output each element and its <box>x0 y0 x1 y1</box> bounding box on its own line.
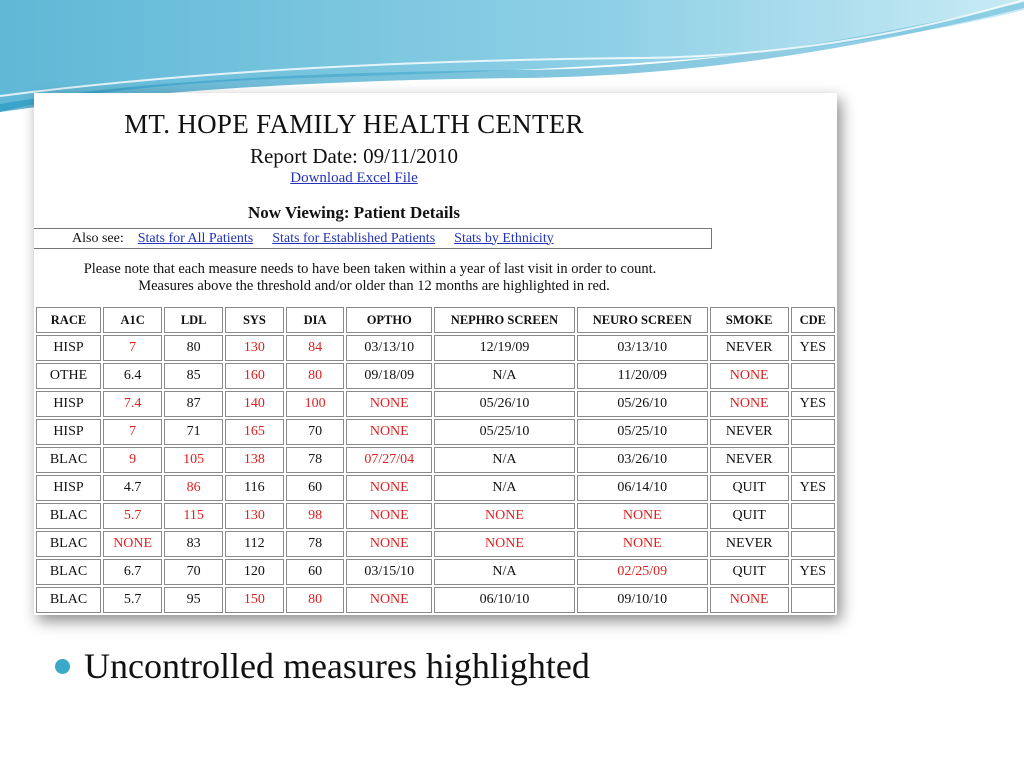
table-cell-nephro-screen: 05/25/10 <box>434 419 575 445</box>
table-cell-smoke: NONE <box>710 391 789 417</box>
table-cell-nephro-screen: N/A <box>434 447 575 473</box>
table-cell-cde <box>791 363 835 389</box>
bullet-dot-icon <box>55 659 70 674</box>
table-cell-neuro-screen: 11/20/09 <box>577 363 708 389</box>
also-see-bar <box>34 228 712 249</box>
column-header-neuro-screen: NEURO SCREEN <box>577 307 708 333</box>
table-cell-race: BLAC <box>36 587 101 613</box>
table-cell-a1c: NONE <box>103 531 162 557</box>
table-cell-nephro-screen: NONE <box>434 531 575 557</box>
table-row <box>36 503 835 529</box>
table-cell-a1c: 5.7 <box>103 587 162 613</box>
table-cell-ldl: 85 <box>164 363 223 389</box>
table-row <box>36 363 835 389</box>
table-row <box>36 475 835 501</box>
column-header-optho: OPTHO <box>346 307 432 333</box>
column-header-a1c: A1C <box>103 307 162 333</box>
table-row <box>36 335 835 361</box>
note-line-2: Measures above the threshold and/or older than 12 months are highlighted in red. <box>138 278 610 294</box>
table-cell-nephro-screen: 06/10/10 <box>434 587 575 613</box>
column-header-dia: DIA <box>286 307 345 333</box>
table-cell-dia: 78 <box>286 531 345 557</box>
table-cell-smoke: NEVER <box>710 335 789 361</box>
table-cell-sys: 160 <box>225 363 284 389</box>
table-cell-sys: 130 <box>225 503 284 529</box>
link-stats-by-ethnicity[interactable]: Stats by Ethnicity <box>454 230 554 246</box>
table-cell-ldl: 87 <box>164 391 223 417</box>
table-cell-dia: 80 <box>286 363 345 389</box>
table-cell-smoke: QUIT <box>710 475 789 501</box>
table-cell-neuro-screen: 09/10/10 <box>577 587 708 613</box>
table-cell-sys: 116 <box>225 475 284 501</box>
table-cell-neuro-screen: 02/25/09 <box>577 559 708 585</box>
table-cell-neuro-screen: 06/14/10 <box>577 475 708 501</box>
table-cell-ldl: 70 <box>164 559 223 585</box>
table-header-row <box>36 307 835 333</box>
table-cell-sys: 112 <box>225 531 284 557</box>
now-viewing-heading: Now Viewing: Patient Details <box>247 203 460 222</box>
table-cell-neuro-screen: 05/25/10 <box>577 419 708 445</box>
table-cell-ldl: 86 <box>164 475 223 501</box>
table-cell-neuro-screen: NONE <box>577 503 708 529</box>
table-row <box>36 587 835 613</box>
table-cell-optho: 07/27/04 <box>346 447 432 473</box>
column-header-sys: SYS <box>225 307 284 333</box>
table-cell-smoke: NEVER <box>710 419 789 445</box>
table-cell-a1c: 6.7 <box>103 559 162 585</box>
report-date: Report Date: 09/11/2010 <box>249 144 459 168</box>
table-cell-sys: 150 <box>225 587 284 613</box>
table-cell-smoke: QUIT <box>710 503 789 529</box>
table-cell-cde <box>791 419 835 445</box>
table-cell-a1c: 7 <box>103 335 162 361</box>
table-cell-optho: 09/18/09 <box>346 363 432 389</box>
table-cell-sys: 138 <box>225 447 284 473</box>
table-cell-optho: NONE <box>346 475 432 501</box>
table-cell-optho: NONE <box>346 503 432 529</box>
table-cell-smoke: NEVER <box>710 531 789 557</box>
table-cell-sys: 130 <box>225 335 284 361</box>
table-cell-dia: 84 <box>286 335 345 361</box>
table-cell-smoke: NONE <box>710 587 789 613</box>
table-cell-optho: NONE <box>346 531 432 557</box>
column-header-race: RACE <box>36 307 101 333</box>
table-cell-cde <box>791 447 835 473</box>
table-cell-smoke: QUIT <box>710 559 789 585</box>
table-cell-sys: 140 <box>225 391 284 417</box>
table-cell-dia: 60 <box>286 475 345 501</box>
table-cell-nephro-screen: 12/19/09 <box>434 335 575 361</box>
table-cell-smoke: NONE <box>710 363 789 389</box>
table-cell-sys: 165 <box>225 419 284 445</box>
table-row <box>36 447 835 473</box>
table-cell-a1c: 7.4 <box>103 391 162 417</box>
table-cell-cde <box>791 503 835 529</box>
table-cell-ldl: 80 <box>164 335 223 361</box>
table-cell-cde: YES <box>791 391 835 417</box>
table-cell-nephro-screen: N/A <box>434 363 575 389</box>
column-header-smoke: SMOKE <box>710 307 789 333</box>
table-cell-cde: YES <box>791 559 835 585</box>
table-cell-nephro-screen: N/A <box>434 475 575 501</box>
table-cell-ldl: 71 <box>164 419 223 445</box>
table-cell-race: HISP <box>36 391 101 417</box>
table-cell-neuro-screen: 03/26/10 <box>577 447 708 473</box>
table-cell-race: HISP <box>36 419 101 445</box>
table-row <box>36 419 835 445</box>
table-cell-ldl: 105 <box>164 447 223 473</box>
table-cell-race: BLAC <box>36 531 101 557</box>
table-cell-ldl: 83 <box>164 531 223 557</box>
table-cell-smoke: NEVER <box>710 447 789 473</box>
also-see-label: Also see: <box>72 230 124 246</box>
table-cell-cde: YES <box>791 475 835 501</box>
table-cell-optho: NONE <box>346 391 432 417</box>
table-cell-nephro-screen: 05/26/10 <box>434 391 575 417</box>
table-cell-neuro-screen: NONE <box>577 531 708 557</box>
table-cell-nephro-screen: NONE <box>434 503 575 529</box>
table-cell-a1c: 7 <box>103 419 162 445</box>
table-cell-a1c: 5.7 <box>103 503 162 529</box>
table-cell-a1c: 4.7 <box>103 475 162 501</box>
table-cell-neuro-screen: 05/26/10 <box>577 391 708 417</box>
table-cell-dia: 80 <box>286 587 345 613</box>
download-excel-link[interactable]: Download Excel File <box>290 170 418 186</box>
table-cell-dia: 70 <box>286 419 345 445</box>
table-cell-cde <box>791 587 835 613</box>
health-center-title: MT. HOPE FAMILY HEALTH CENTER <box>124 109 584 139</box>
table-cell-race: HISP <box>36 335 101 361</box>
column-header-nephro-screen: NEPHRO SCREEN <box>434 307 575 333</box>
table-cell-a1c: 9 <box>103 447 162 473</box>
table-cell-dia: 60 <box>286 559 345 585</box>
table-cell-optho: NONE <box>346 587 432 613</box>
note-line-1: Please note that each measure needs to have been taken within a year of last visit in order to count. <box>83 261 657 277</box>
bullet-item <box>55 645 590 687</box>
table-cell-dia: 100 <box>286 391 345 417</box>
table-cell-nephro-screen: N/A <box>434 559 575 585</box>
table-cell-neuro-screen: 03/13/10 <box>577 335 708 361</box>
table-cell-sys: 120 <box>225 559 284 585</box>
table-cell-race: HISP <box>36 475 101 501</box>
table-row <box>36 391 835 417</box>
link-stats-established-patients[interactable]: Stats for Established Patients <box>272 230 436 246</box>
table-cell-race: BLAC <box>36 559 101 585</box>
table-cell-a1c: 6.4 <box>103 363 162 389</box>
table-cell-dia: 78 <box>286 447 345 473</box>
bullet-text: Uncontrolled measures highlighted <box>84 646 590 686</box>
column-header-cde: CDE <box>791 307 835 333</box>
table-cell-ldl: 95 <box>164 587 223 613</box>
table-cell-race: BLAC <box>36 503 101 529</box>
table-row <box>36 531 835 557</box>
table-cell-ldl: 115 <box>164 503 223 529</box>
table-cell-cde <box>791 531 835 557</box>
table-cell-optho: 03/15/10 <box>346 559 432 585</box>
table-row <box>36 559 835 585</box>
link-stats-all-patients[interactable]: Stats for All Patients <box>137 230 254 246</box>
table-cell-race: OTHE <box>36 363 101 389</box>
report-screenshot <box>34 93 837 615</box>
column-header-ldl: LDL <box>164 307 223 333</box>
table-cell-optho: 03/13/10 <box>346 335 432 361</box>
patient-details-table <box>34 305 837 615</box>
table-cell-optho: NONE <box>346 419 432 445</box>
table-cell-cde: YES <box>791 335 835 361</box>
table-cell-race: BLAC <box>36 447 101 473</box>
table-cell-dia: 98 <box>286 503 345 529</box>
